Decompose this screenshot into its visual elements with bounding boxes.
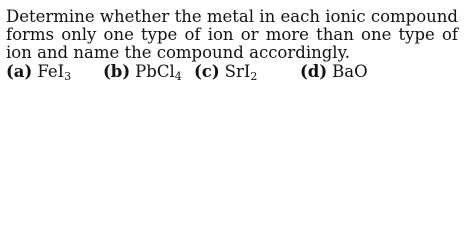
problem-block	[6, 8, 458, 81]
option-d-marker: (d)	[300, 62, 328, 81]
option-a-marker: (a)	[6, 62, 33, 81]
option-c-marker: (c)	[194, 62, 220, 81]
option-a-subscript: 3	[64, 70, 72, 83]
option-b-formula: PbCl	[135, 62, 175, 81]
options-row	[6, 63, 458, 81]
option-b-subscript: 4	[174, 70, 182, 83]
option-d-formula: BaO	[332, 62, 368, 81]
option-d	[300, 63, 368, 81]
option-a	[6, 63, 71, 81]
question-text: Determine whether the metal in each ionic compound forms only one type of ion or more than one type of ion and name the compound accordingly.	[6, 7, 458, 62]
option-b-marker: (b)	[103, 62, 131, 81]
option-c-formula: SrI	[224, 62, 251, 81]
option-a-formula: FeI	[37, 62, 65, 81]
option-c-subscript: 2	[250, 70, 258, 83]
option-c	[194, 63, 257, 81]
option-b	[103, 63, 182, 81]
